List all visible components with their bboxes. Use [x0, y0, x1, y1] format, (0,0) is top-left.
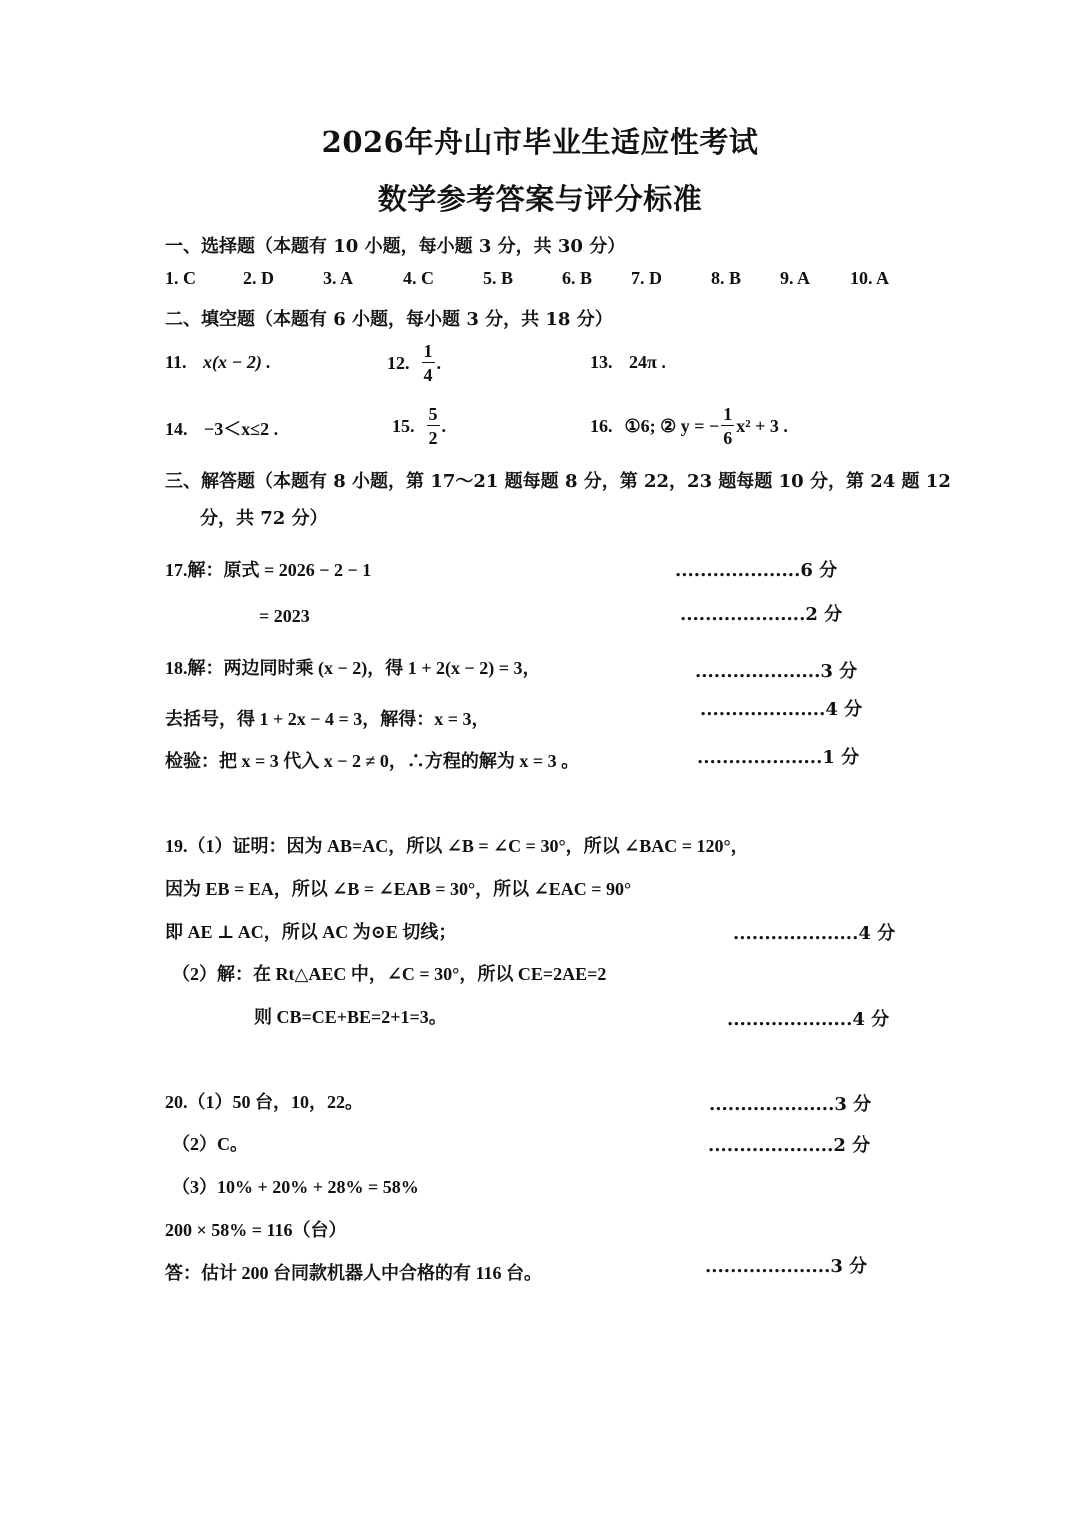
q19-line-1: 19.（1）证明：因为 AB=AC，所以 ∠B = ∠C = 30°，所以 ∠BAC = 120°，: [165, 836, 749, 856]
mc-answer: 9. A: [780, 268, 811, 288]
answer-expression: x(x − 2) .: [203, 352, 271, 372]
q20-line-3: （3）10% + 20% + 28% = 58%: [172, 1177, 419, 1197]
mc-answer: 4. C: [403, 268, 434, 288]
q19-line-5: 则 CB=CE+BE=2+1=3。: [254, 1007, 447, 1027]
question-number: 14.: [165, 419, 188, 439]
q19-line-2: 因为 EB = EA，所以 ∠B = ∠EAB = 30°，所以 ∠EAC = 90°: [165, 879, 632, 899]
answer-tail: .: [441, 415, 446, 436]
answer-expression: −3＜x≤2 .: [204, 419, 279, 439]
q18-line-2: 去括号，得 1 + 2x − 4 = 3，解得：x = 3，: [165, 709, 490, 729]
question-number: 15.: [392, 415, 415, 436]
answer-fraction: [422, 342, 435, 384]
score-mark: ....................3 分: [705, 1256, 868, 1277]
mc-answer: 3. A: [323, 268, 354, 288]
fraction-numerator: 1: [423, 341, 433, 361]
question-number: 13.: [590, 352, 613, 372]
question-number: 12.: [387, 352, 410, 373]
q19-line-3: 即 AE ⊥ AC，所以 AC 为⊙E 切线；: [165, 922, 457, 942]
score-mark: ....................2 分: [680, 604, 843, 625]
fraction-denominator: 4: [423, 365, 433, 385]
answer-fraction: [427, 405, 440, 447]
fill-answer-13: [590, 352, 666, 373]
score-mark: ....................4 分: [733, 923, 896, 944]
fill-answer-11: [165, 352, 271, 373]
fill-answer-12: [387, 342, 441, 384]
q18-line-3: 检验：把 x = 3 代入 x − 2 ≠ 0，∴方程的解为 x = 3 。: [165, 751, 580, 771]
mc-answer: 6. B: [562, 268, 593, 288]
score-mark: ....................3 分: [709, 1094, 872, 1115]
answer-tail: .: [436, 352, 441, 373]
score-mark: ....................1 分: [697, 747, 860, 768]
section-heading-solve: 三、解答题（本题有 8 小题，第 17～21 题每题 8 分，第 22，23 题每题 10 分，第 24 题 12: [165, 471, 951, 492]
score-mark: ....................2 分: [708, 1135, 871, 1156]
answer-fraction: [721, 405, 734, 447]
q19-line-4: （2）解：在 Rt△AEC 中，∠C = 30°，所以 CE=2AE=2: [172, 964, 607, 984]
score-mark: ....................4 分: [727, 1009, 890, 1030]
mc-answer: 5. B: [483, 268, 514, 288]
mc-answer: 2. D: [243, 268, 274, 288]
section-heading-fill: 二、填空题（本题有 6 小题，每小题 3 分，共 18 分）: [165, 309, 613, 330]
mc-answer: 8. B: [711, 268, 742, 288]
mc-answer: 7. D: [631, 268, 662, 288]
mc-answer: 1. C: [165, 268, 196, 288]
q20-line-1: 20.（1）50 台，10，22。: [165, 1092, 363, 1112]
section-heading-solve-cont: 分，共 72 分）: [200, 508, 328, 529]
fraction-numerator: 5: [428, 404, 438, 424]
page-title: 2026年舟山市毕业生适应性考试: [321, 125, 759, 159]
question-number: 16.: [590, 415, 613, 436]
fraction-denominator: 6: [723, 428, 733, 448]
fill-answer-14: [165, 415, 278, 441]
q18-line-1: 18.解：两边同时乘 (x − 2)，得 1 + 2(x − 2) = 3，: [165, 658, 541, 678]
answer-expression-part1: ①6; ② y = −: [624, 415, 720, 436]
question-number: 11.: [165, 352, 187, 372]
fraction-numerator: 1: [723, 404, 733, 424]
fraction-denominator: 2: [428, 428, 438, 448]
mc-answer: 10. A: [850, 268, 890, 288]
q20-line-4: 200 × 58% = 116（台）: [165, 1220, 347, 1240]
section-heading-choice: 一、选择题（本题有 10 小题，每小题 3 分，共 30 分）: [165, 236, 626, 257]
page-subtitle: 数学参考答案与评分标准: [377, 182, 703, 216]
answer-expression: 24π .: [629, 352, 666, 372]
answer-expression-part2: x² + 3 .: [736, 415, 788, 436]
q20-line-5: 答：估计 200 台同款机器人中合格的有 116 台。: [165, 1263, 543, 1283]
score-mark: ....................4 分: [700, 699, 863, 720]
q17-line-2: = 2023: [259, 606, 310, 626]
q20-line-2: （2）C。: [172, 1134, 248, 1154]
score-mark: ....................6 分: [675, 560, 838, 581]
score-mark: ....................3 分: [695, 661, 858, 682]
q17-line-1: 17.解：原式 = 2026 − 2 − 1: [165, 560, 372, 580]
fill-answer-15: [392, 405, 446, 447]
fill-answer-16: [590, 405, 788, 447]
